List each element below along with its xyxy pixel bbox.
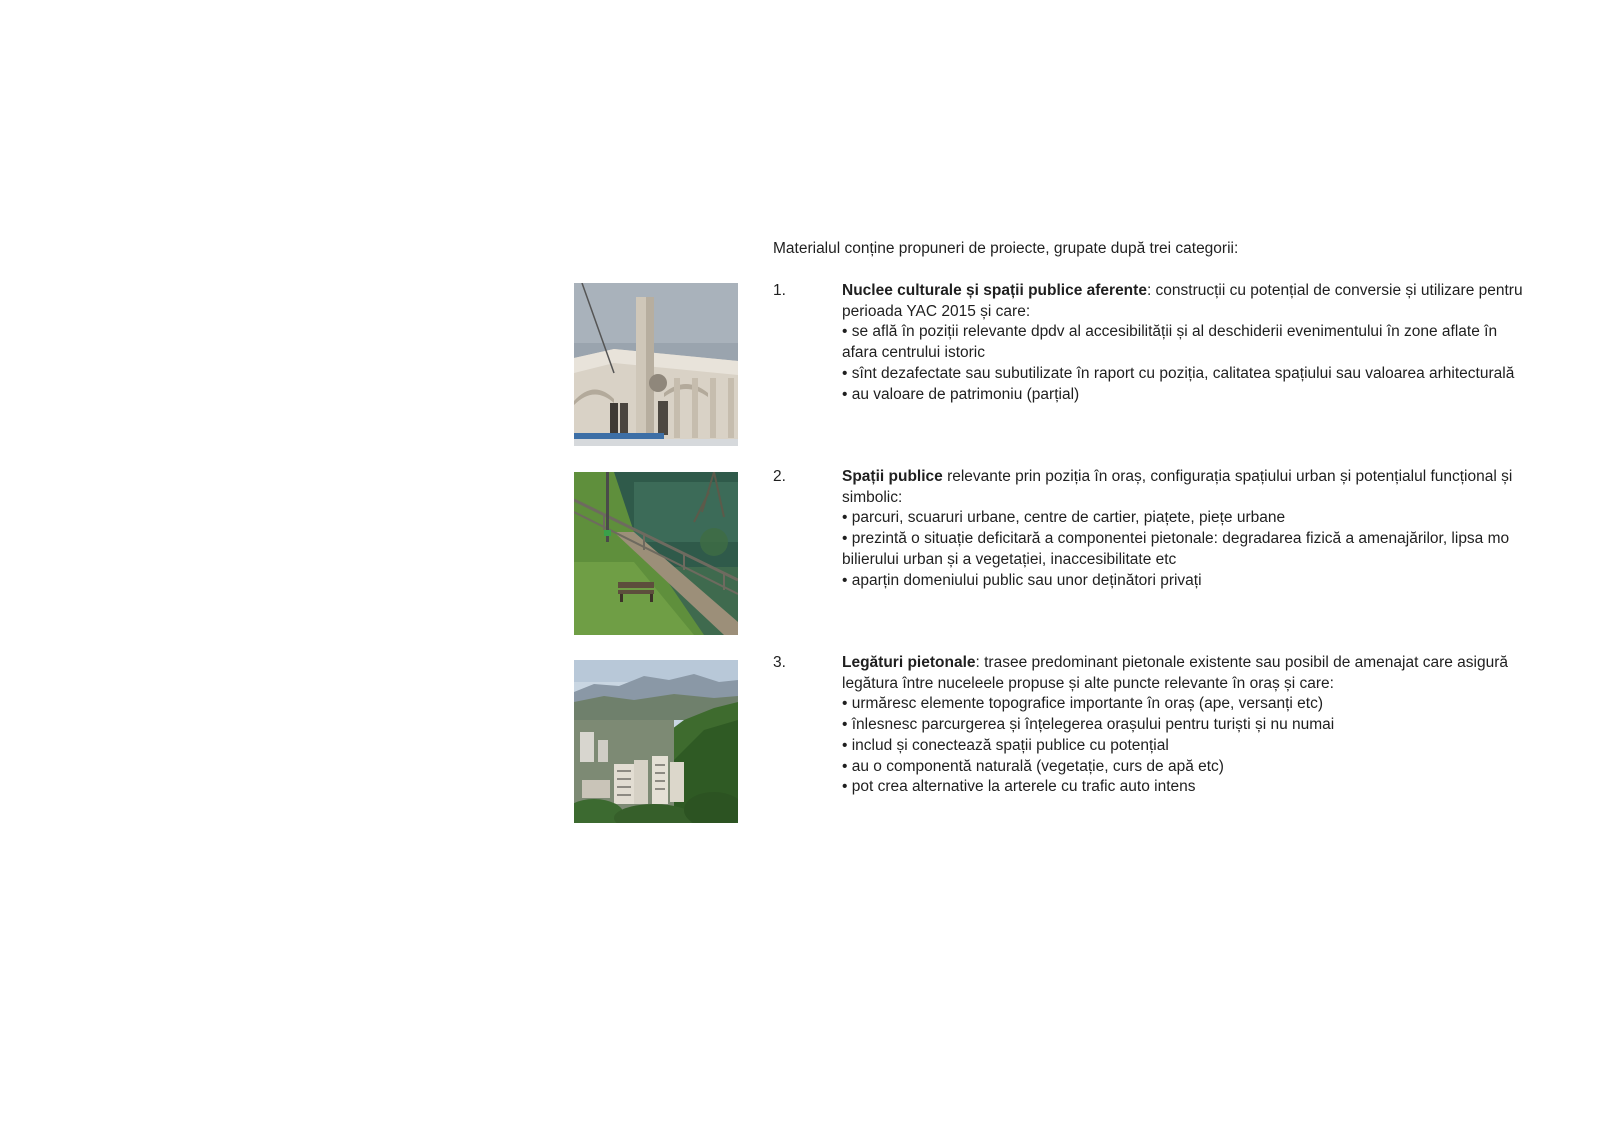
item-number: 2. [773, 468, 786, 485]
item-line: • au valoare de patrimoniu (parțial) [842, 385, 1080, 403]
intro-text: Materialul conține propuneri de proiecte, grupate după trei categorii: [773, 240, 1239, 257]
item-number: 3. [773, 654, 786, 671]
item-line: • includ și conectează spații publice cu potențial [842, 736, 1169, 754]
item-line: • înlesnesc parcurgerea și înțelegerea orașului pentru turiști și nu numai [842, 716, 1335, 734]
item-lead: : trasee predominant pietonale existente sau posibil de amenajat care asigură [975, 654, 1508, 671]
item-line: • se află în poziții relevante dpdv al accesibilității și al deschiderii evenimentului în zone aflate în [842, 323, 1498, 341]
item-line: • pot crea alternative la arterele cu trafic auto intens [842, 778, 1196, 796]
item-number: 1. [773, 282, 786, 299]
item-line: • urmăresc elemente topografice importante în oraș (ape, versanți etc) [842, 695, 1323, 713]
item-heading-line [842, 653, 1542, 674]
item-line: bilierului urban și a vegetației, inaccesibilitate etc [842, 550, 1177, 568]
item-line: • au o componentă naturală (vegetație, curs de apă etc) [842, 757, 1224, 775]
item-line: • sînt dezafectate sau subutilizate în raport cu poziția, calitatea spațiului sau valoarea arhitecturală [842, 364, 1515, 382]
item-heading-line [842, 467, 1542, 488]
item-title: Nuclee culturale și spații publice aferente [842, 282, 1147, 299]
item-lead: relevante prin poziția în oraș, configurația spațiului urban și potențialul funcțional și [942, 468, 1513, 485]
item-line: perioada YAC 2015 și care: [842, 302, 1031, 320]
item-line: afara centrului istoric [842, 344, 986, 362]
item-line: • prezintă o situație deficitară a componentei pietonale: degradarea fizică a amenajărilor, lipsa mo [842, 530, 1510, 548]
item-title: Legături pietonale [842, 654, 976, 671]
item-body [842, 281, 1542, 405]
item-line: legătura între nuceleele propuse și alte puncte relevante în oraș și care: [842, 674, 1334, 692]
item-lead: : construcții cu potențial de conversie și utilizare pentru [1146, 282, 1523, 299]
building-photo [574, 283, 738, 446]
item-body [842, 653, 1542, 798]
item-title: Spații publice [842, 468, 943, 485]
item-line: • aparțin domeniului public sau unor deținători privați [842, 571, 1202, 589]
item-heading-line [842, 281, 1542, 302]
park-photo [574, 472, 738, 635]
item-body [842, 467, 1542, 591]
item-line: • parcuri, scuaruri urbane, centre de cartier, piațete, piețe urbane [842, 509, 1286, 527]
city-landscape-photo [574, 660, 738, 823]
item-line: simbolic: [842, 488, 903, 506]
